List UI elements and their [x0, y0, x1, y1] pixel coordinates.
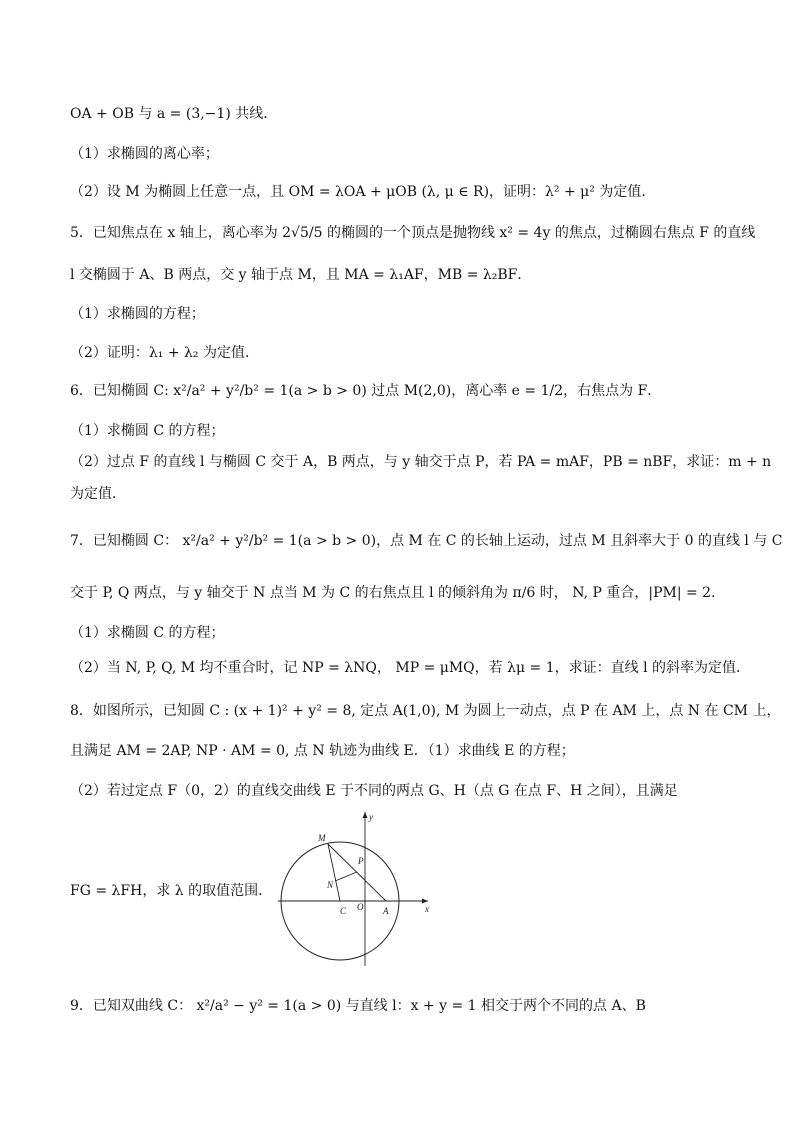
circle-geometry-figure — [278, 806, 438, 971]
label-a: A — [383, 906, 389, 916]
segment-np — [335, 872, 357, 881]
problem-5-line-2: l 交椭圆于 A、B 两点，交 y 轴于点 M，且 MA = λ₁AF，MB = λ₂BF． — [70, 267, 532, 283]
label-x: x — [425, 904, 429, 914]
text-line-2: （1）求椭圆的离心率； — [70, 146, 219, 162]
segment-cm — [328, 844, 340, 901]
label-o: O — [357, 902, 364, 912]
label-n: N — [327, 880, 334, 890]
problem-5-line-1: 5．已知焦点在 x 轴上，离心率为 2√5/5 的椭圆的一个顶点是抛物线 x² = 4y 的焦点，过椭圆右焦点 F 的直线 — [70, 225, 756, 241]
segment-am — [328, 844, 386, 901]
problem-6-part-2: （2）过点 F 的直线 l 与椭圆 C 交于 A，B 两点，与 y 轴交于点 P，若 PA = mAF，PB = nBF，求证：m + n — [70, 454, 772, 470]
problem-8-part-2: （2）若过定点 F（0，2）的直线交曲线 E 于不同的两点 G、H（点 G 在点 F、H 之间），且满足 — [70, 783, 678, 799]
text-line-1: OA + OB 与 a = (3,−1) 共线． — [70, 106, 278, 122]
x-axis-arrow — [422, 899, 428, 904]
problem-7-line-1: 7．已知椭圆 C： x²/a² + y²/b² = 1(a > b > 0)，点 M 在 C 的长轴上运动，过点 M 且斜率大于 0 的直线 l 与 C — [70, 533, 783, 549]
problem-7-part-1: （1）求椭圆 C 的方程； — [70, 625, 225, 641]
problem-8-line-1: 8．如图所示，已知圆 C : (x + 1)² + y² = 8, 定点 A(1,0), M 为圆上一动点，点 P 在 AM 上，点 N 在 CM 上， — [70, 703, 781, 719]
problem-7-part-2: （2）当 N, P, Q, M 均不重合时，记 NP = λNQ， MP = μMQ，若 λμ = 1，求证：直线 l 的斜率为定值． — [70, 660, 750, 676]
problem-8-part-2-cont: FG = λFH，求 λ 的取值范围． — [70, 883, 273, 899]
label-m: M — [318, 833, 326, 843]
label-c: C — [340, 906, 347, 916]
problem-6-line-1: 6．已知椭圆 C: x²/a² + y²/b² = 1(a > b > 0) 过点 M(2,0)，离心率 e = 1/2，右焦点为 F． — [70, 383, 662, 399]
y-axis-arrow — [363, 812, 368, 818]
problem-7-line-2: 交于 P, Q 两点，与 y 轴交于 N 点当 M 为 C 的右焦点且 l 的倾斜角为 π/6 时， N, P 重合，|PM| = 2． — [70, 585, 726, 601]
problem-6-part-2-cont: 为定值． — [70, 486, 126, 502]
label-p: P — [358, 856, 364, 866]
problem-9-line-1: 9．已知双曲线 C： x²/a² − y² = 1(a > 0) 与直线 l：x + y = 1 相交于两个不同的点 A、B — [70, 998, 646, 1014]
problem-8-line-2: 且满足 AM = 2AP, NP · AM = 0, 点 N 轨迹为曲线 E．（1）求曲线 E 的方程； — [70, 743, 575, 759]
problem-5-part-2: （2）证明：λ₁ + λ₂ 为定值． — [70, 345, 259, 361]
label-y: y — [369, 812, 373, 822]
problem-5-part-1: （1）求椭圆的方程； — [70, 306, 205, 322]
problem-6-part-1: （1）求椭圆 C 的方程； — [70, 423, 225, 439]
text-line-3: （2）设 M 为椭圆上任意一点，且 OM = λOA + μOB (λ, μ ∈ R)，证明：λ² + μ² 为定值． — [70, 184, 656, 200]
